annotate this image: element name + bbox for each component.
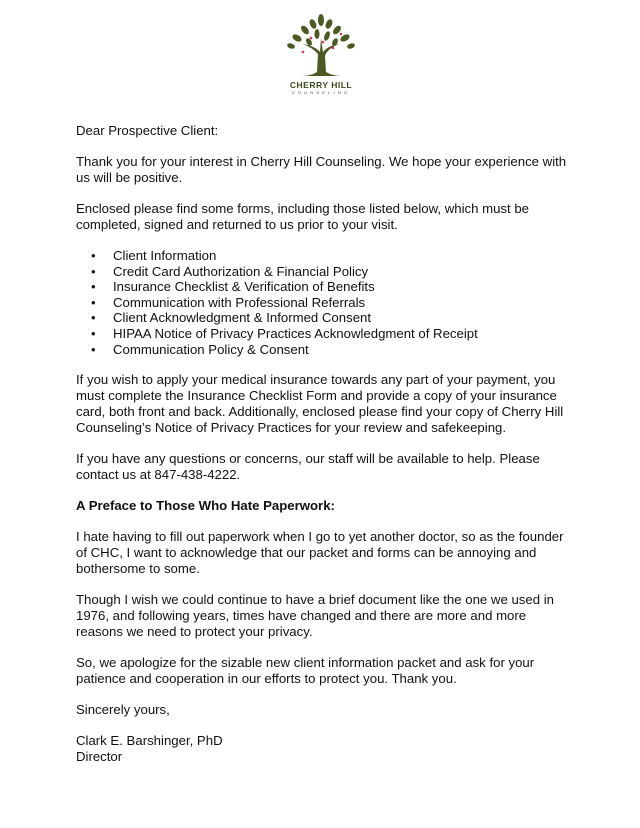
preface-paragraph-3: So, we apologize for the sizable new client information packet and ask for your patience and cooperation in our efforts to protect you. Thank you. <box>76 655 535 687</box>
signer-name: Clark E. Barshinger, PhD <box>76 733 223 749</box>
insurance-paragraph: If you wish to apply your medical insurance towards any part of your payment, you must complete the Insurance Checklist Form and provide a copy of your insurance card, both front and back. Additionally, enclosed please find your copy of Cherry Hill Counseling’s Notice of Privacy Practices for your review and safekeeping. <box>76 372 564 436</box>
list-item: • HIPAA Notice of Privacy Practices Acknowledgment of Receipt <box>113 326 568 342</box>
logo-name: CHERRY HILL <box>289 80 353 90</box>
intro-paragraph: Thank you for your interest in Cherry Hill Counseling. We hope your experience with us will be positive. <box>76 154 567 185</box>
tree-icon <box>283 12 359 80</box>
list-item: • Credit Card Authorization & Financial Policy <box>113 264 568 280</box>
preface-paragraph-2: Though I wish we could continue to have a brief document like the one we used in 1976, and following years, times have changed and there are more and more reasons we need to protect your privacy. <box>76 592 554 640</box>
closing: Sincerely yours, <box>76 702 170 718</box>
forms-intro-paragraph: Enclosed please find some forms, including those listed below, which must be completed, signed and returned to us prior to your visit. <box>76 201 530 232</box>
signature-block <box>76 733 568 765</box>
letter-body <box>76 123 568 765</box>
logo-subtitle: COUNSELING <box>291 90 351 95</box>
salutation: Dear Prospective Client: <box>76 123 219 138</box>
list-item: • Communication with Professional Referrals <box>113 295 568 311</box>
forms-list <box>76 248 568 357</box>
list-item: • Communication Policy & Consent <box>113 342 568 358</box>
list-item: • Client Acknowledgment & Informed Consent <box>113 310 568 326</box>
preface-heading: A Preface to Those Who Hate Paperwork: <box>76 498 335 514</box>
signer-title: Director <box>76 749 123 765</box>
questions-paragraph: If you have any questions or concerns, our staff will be available to help. Please contact us at 847-438-4222. <box>76 451 540 483</box>
list-item: • Insurance Checklist & Verification of Benefits <box>113 279 568 295</box>
list-item: • Client Information <box>113 248 568 264</box>
preface-paragraph-1: I hate having to fill out paperwork when I go to yet another doctor, so as the founder of CHC, I want to acknowledge that our packet and forms can be annoying and bothersome to some. <box>76 529 564 577</box>
cherry-hill-logo <box>279 12 363 104</box>
